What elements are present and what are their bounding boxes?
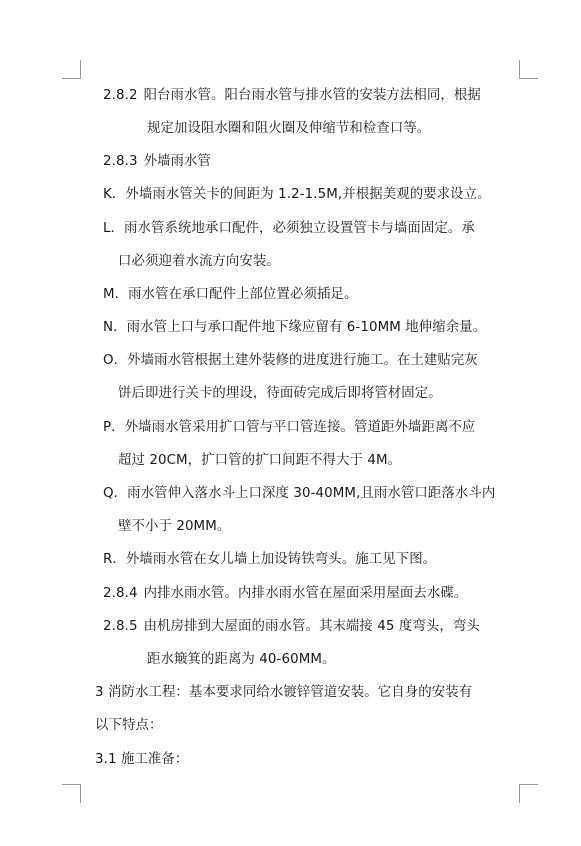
crop-mark-top-left xyxy=(62,60,81,79)
crop-mark-bottom-right xyxy=(519,784,538,803)
paragraph-text: 规定加设阻水圈和阻火圈及伸缩节和检查口等。 xyxy=(147,121,431,136)
item-l-continued xyxy=(118,253,280,271)
item-text: R．外墙雨水管在女儿墙上加设铸铁弯头。施工见下图。 xyxy=(103,552,437,567)
heading-2-8-3 xyxy=(103,153,211,171)
item-k xyxy=(103,186,491,204)
item-o xyxy=(103,352,478,370)
item-q-continued xyxy=(118,518,230,536)
item-text: P．外墙雨水管采用扩口管与平口管连接。管道距外墙距离不应 xyxy=(103,420,476,435)
item-q xyxy=(103,485,495,503)
item-text: 饼后即进行关卡的埋设，待面砖完成后即将管材固定。 xyxy=(118,386,442,401)
item-r xyxy=(103,551,436,569)
paragraph-text: 以下特点： xyxy=(95,718,163,733)
paragraph-text: 阳台雨水管。阳台雨水管与排水管的安装方法相同，根据 xyxy=(143,88,481,103)
heading-text: 外墙雨水管 xyxy=(143,154,212,169)
item-n xyxy=(103,319,486,337)
item-text: 壁不小于 20MM。 xyxy=(118,519,231,534)
section-number: 2.8.5 xyxy=(103,619,138,634)
item-text: L．雨水管系统地承口配件，必须独立设置管卡与墙面固定。承 xyxy=(103,221,475,236)
crop-mark-top-right xyxy=(519,60,538,79)
paragraph-text: 内排水雨水管。内排水雨水管在屋面采用屋面去水碟。 xyxy=(143,586,468,601)
item-m xyxy=(103,286,357,304)
section-3-fire-water xyxy=(95,684,472,702)
item-text: K．外墙雨水管关卡的间距为 1.2-1.5M,并根据美观的要求设立。 xyxy=(103,187,491,202)
paragraph-2-8-2 xyxy=(103,87,481,105)
item-text: M．雨水管在承口配件上部位置必须插足。 xyxy=(103,287,358,302)
item-p xyxy=(103,419,475,437)
section-3-continued xyxy=(95,717,162,735)
item-text: Q．雨水管伸入落水斗上口深度 30-40MM,且雨水管口距落水斗内 xyxy=(103,486,496,501)
item-p-continued xyxy=(118,452,401,470)
item-text: 口必须迎着水流方向安装。 xyxy=(118,254,280,269)
paragraph-2-8-5 xyxy=(103,618,480,636)
heading-text: 3.1 施工准备： xyxy=(95,752,189,767)
crop-mark-bottom-left xyxy=(62,784,81,803)
paragraph-text: 距水簸箕的距离为 40-60MM。 xyxy=(147,652,336,667)
item-text: N．雨水管上口与承口配件地下缘应留有 6-10MM 地伸缩余量。 xyxy=(103,320,487,335)
paragraph-text: 由机房排到大屋面的雨水管。其末端接 45 度弯头，弯头 xyxy=(143,619,480,634)
section-number: 2.8.3 xyxy=(103,154,138,169)
heading-3-1 xyxy=(95,751,188,769)
item-o-continued xyxy=(118,385,442,403)
item-text: 超过 20CM，扩口管的扩口间距不得大于 4M。 xyxy=(118,453,402,468)
paragraph-2-8-4 xyxy=(103,585,467,603)
paragraph-2-8-2-continued xyxy=(147,120,430,138)
paragraph-text: 3 消防水工程：基本要求同给水镀锌管道安装。它自身的安装有 xyxy=(95,685,473,700)
section-number: 2.8.2 xyxy=(103,88,138,103)
paragraph-2-8-5-continued xyxy=(147,651,336,669)
section-number: 2.8.4 xyxy=(103,586,138,601)
item-text: O．外墙雨水管根据土建外装修的进度进行施工。在土建贴完灰 xyxy=(103,353,478,368)
item-l xyxy=(103,220,475,238)
